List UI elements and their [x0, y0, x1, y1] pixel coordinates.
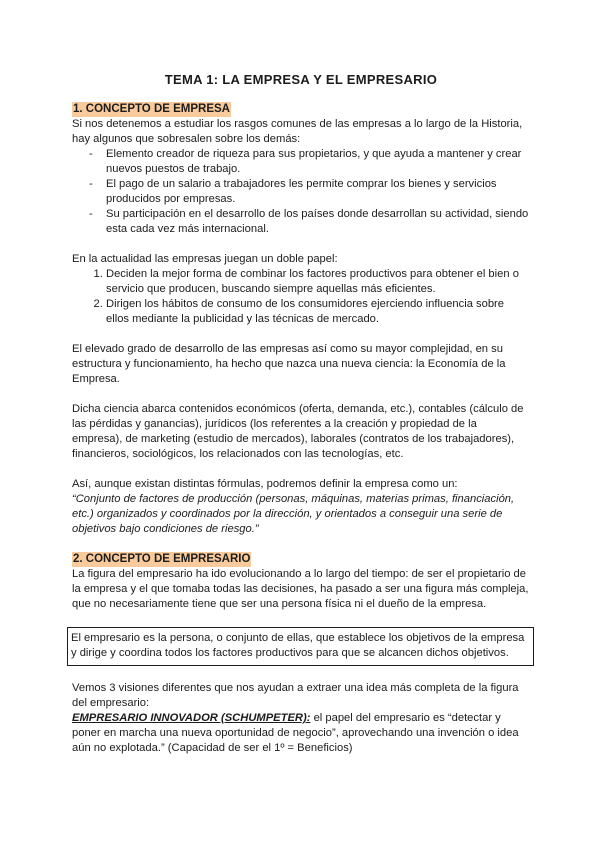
innovador-paragraph [72, 711, 530, 756]
list-item: - Elemento creador de riqueza para sus propietarios, y que ayuda a mantener y crear nuevos puestos de trabajo. [89, 147, 530, 177]
section-1 [72, 102, 530, 537]
list-item: - El pago de un salario a trabajadores les permite comprar los bienes y servicios producidos por empresas. [89, 177, 530, 207]
roles-list [72, 267, 530, 327]
document-page [72, 72, 530, 756]
definition-quote: “Conjunto de factores de producción (personas, máquinas, materias primas, financiación, etc.) organizados y coordinados por la dirección, y orientados a conseguir una serie de objetivos bajo condiciones de riesgo.” [72, 493, 515, 535]
definition-intro: Así, aunque existan distintas fórmulas, podremos definir la empresa como un: [72, 478, 458, 490]
visions-intro: Vemos 3 visiones diferentes que nos ayudan a extraer una idea más completa de la figura del empresario: [72, 682, 519, 709]
section-2-heading: 2. CONCEPTO DE EMPRESARIO [73, 553, 251, 565]
section-1-intro: Si nos detenemos a estudiar los rasgos comunes de las empresas a lo largo de la Historia, hay algunos que sobresalen sobre los demás: [72, 118, 523, 145]
list-item: 2. Dirigen los hábitos de consumo de los consumidores ejerciendo influencia sobre ellos mediante la publicidad y las técnicas de mercado. [106, 297, 530, 327]
list-item: 1. Deciden la mejor forma de combinar los factores productivos para obtener el bien o servicio que producen, buscando siempre aquellas más eficientes. [106, 267, 530, 297]
roles-intro: En la actualidad las empresas juegan un doble papel: [72, 253, 338, 265]
features-list [72, 147, 530, 237]
section-1-heading: 1. CONCEPTO DE EMPRESA [73, 103, 230, 115]
section-2 [72, 552, 530, 756]
section-2-intro: La figura del empresario ha ido evolucionando a lo largo del tiempo: de ser el propietario de la empresa y el que tomaba todas las decisiones, ha pasado a ser una figura más compleja, que no necesariamente tiene que ser una persona física ni el dueño de la empresa. [72, 568, 529, 610]
list-item: - Su participación en el desarrollo de los países donde desarrollan su actividad, siendo esta cada vez más internacional. [89, 207, 530, 237]
boxed-definition: El empresario es la persona, o conjunto de ellas, que establece los objetivos de la empresa y dirige y coordina todos los factores productivos para que se alcancen dichos objetivos. [71, 632, 525, 659]
document-title: TEMA 1: LA EMPRESA Y EL EMPRESARIO [164, 72, 438, 87]
ciencia-paragraph: Dicha ciencia abarca contenidos económicos (oferta, demanda, etc.), contables (cálculo de las pérdidas y ganancias), jurídicos (los referentes a la creación y propiedad de la empresa), de marketing (estudio de mercados), laborales (contratos de los trabajadores), financieros, sociológicos, los relacionados con las tecnologías, etc. [72, 403, 524, 460]
innovador-text: el papel del empresario es “detectar y poner en marcha una nueva oportunidad de negocio”, aprovechando una invención o idea aún no explotada.” (Capacidad de ser el 1º = Beneficios) [72, 712, 519, 754]
definition-box [67, 627, 534, 666]
innovador-label: EMPRESARIO INNOVADOR (SCHUMPETER): [72, 712, 311, 724]
economia-paragraph: El elevado grado de desarrollo de las empresas así como su mayor complejidad, en su estructura y funcionamiento, ha hecho que nazca una nueva ciencia: la Economía de la Empresa. [72, 343, 506, 385]
